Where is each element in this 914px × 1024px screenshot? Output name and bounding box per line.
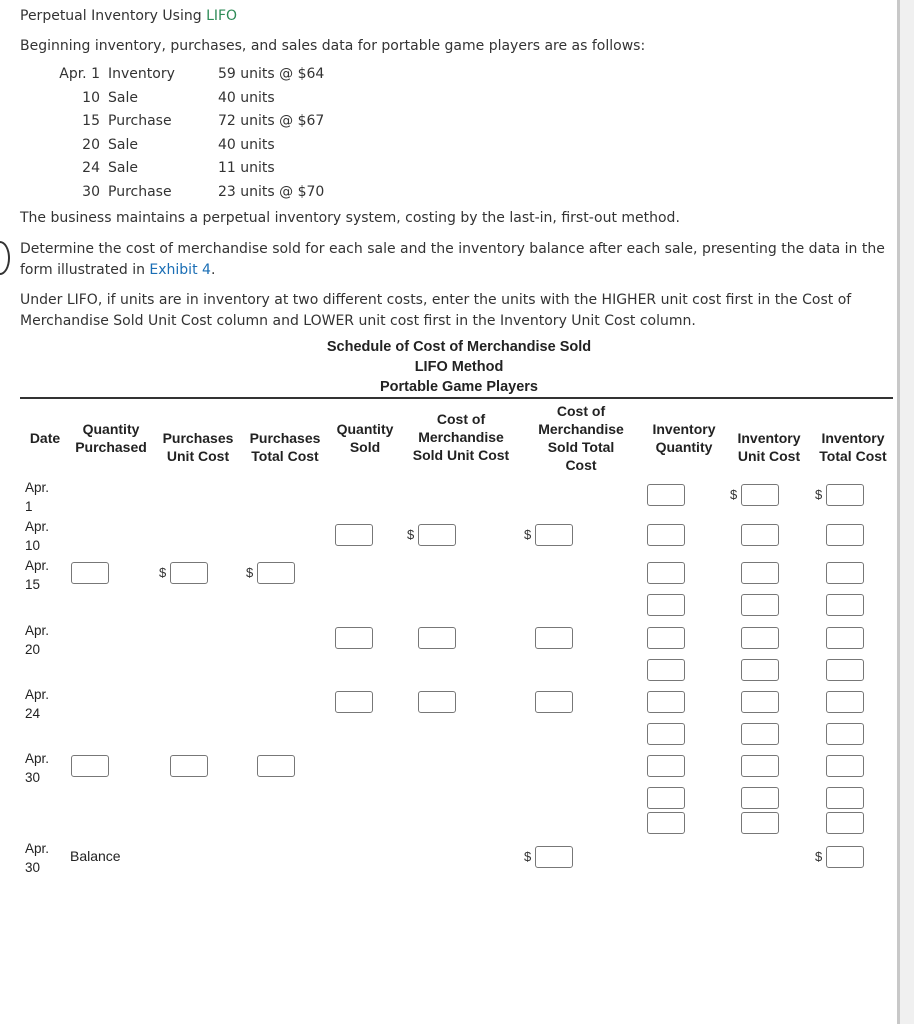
date-day: 20 xyxy=(25,642,41,657)
question-marker xyxy=(0,241,10,275)
date-label xyxy=(25,685,49,723)
header-rule xyxy=(20,397,893,399)
header-line: Purchases xyxy=(249,430,321,446)
cms-unit-cost-input[interactable] xyxy=(418,524,456,546)
header-line: Quantity xyxy=(82,421,140,437)
instruction-body: Determine the cost of merchandise sold for each sale and the inventory balance after each sale, presenting the data in the form illustrated in xyxy=(20,241,885,278)
transaction-detail: 11 units xyxy=(218,160,275,177)
purch-total-cost-input[interactable] xyxy=(257,562,295,584)
transaction-date: 20 xyxy=(82,136,100,153)
transaction-row xyxy=(38,157,348,181)
inv-quantity-input[interactable] xyxy=(647,594,685,616)
date-month: Apr. xyxy=(25,841,50,856)
inv-unit-cost-input[interactable] xyxy=(741,812,779,834)
header-inv-total-cost xyxy=(783,429,914,465)
problem-title xyxy=(20,8,237,24)
inv-unit-cost-input[interactable] xyxy=(741,484,779,506)
title-prefix: Perpetual Inventory Using xyxy=(20,8,207,24)
header-cms-unit-cost xyxy=(391,410,531,464)
header-line: Cost of xyxy=(556,403,606,419)
intro-text: Beginning inventory, purchases, and sales data for portable game players are as follows: xyxy=(20,38,646,54)
schedule-title: Schedule of Cost of Merchandise Sold xyxy=(326,339,592,355)
transaction-date: Apr. 1 xyxy=(59,66,100,82)
inv-total-cost-input[interactable] xyxy=(826,755,864,777)
inv-quantity-input[interactable] xyxy=(647,524,685,546)
qty-purchased-input[interactable] xyxy=(71,755,109,777)
inv-quantity-input[interactable] xyxy=(647,691,685,713)
header-line: Inventory xyxy=(821,430,885,446)
date-day: 1 xyxy=(25,499,33,514)
balance-label: Balance xyxy=(70,848,121,864)
balance-cms-total-input[interactable] xyxy=(535,846,573,868)
qty-sold-input[interactable] xyxy=(335,627,373,649)
date-month: Apr. xyxy=(25,480,50,495)
inv-total-cost-input[interactable] xyxy=(826,787,864,809)
instruction-end: . xyxy=(210,262,216,278)
inv-unit-cost-input[interactable] xyxy=(741,787,779,809)
inv-total-cost-input[interactable] xyxy=(826,627,864,649)
transaction-date: 10 xyxy=(82,89,100,106)
inv-quantity-input[interactable] xyxy=(647,723,685,745)
transactions-table xyxy=(38,63,348,205)
transaction-detail: 59 units @ $64 xyxy=(218,66,325,82)
transaction-row xyxy=(38,87,348,111)
date-month: Apr. xyxy=(25,623,50,638)
transaction-type: Sale xyxy=(108,160,138,177)
inv-quantity-input[interactable] xyxy=(647,659,685,681)
date-label xyxy=(25,556,49,594)
transaction-date: 15 xyxy=(82,113,100,130)
transaction-row xyxy=(38,110,348,134)
date-month: Apr. xyxy=(25,687,50,702)
date-label xyxy=(25,839,49,877)
system-text: The business maintains a perpetual inventory system, costing by the last-in, first-out method. xyxy=(20,210,680,226)
purch-unit-cost-input[interactable] xyxy=(170,562,208,584)
inv-total-cost-input[interactable] xyxy=(826,812,864,834)
inv-quantity-input[interactable] xyxy=(647,562,685,584)
date-day: 30 xyxy=(25,770,41,785)
header-line: Quantity xyxy=(336,421,394,437)
inv-total-cost-input[interactable] xyxy=(826,691,864,713)
transaction-date: 24 xyxy=(82,160,100,177)
qty-sold-input[interactable] xyxy=(335,524,373,546)
date-month: Apr. xyxy=(25,751,50,766)
inv-quantity-input[interactable] xyxy=(647,812,685,834)
header-line: Cost of xyxy=(436,411,486,427)
lifo-note: Under LIFO, if units are in inventory at two different costs, enter the units with the HIGHER unit cost first in the Cost of Merchandise Sold Unit Cost column and LOWER unit cost first in the Inventory Unit Cost column. xyxy=(20,292,852,329)
transaction-type: Purchase xyxy=(108,183,172,200)
inv-unit-cost-input[interactable] xyxy=(741,594,779,616)
transaction-type: Inventory xyxy=(108,66,175,82)
instruction-text xyxy=(20,239,890,281)
exhibit-4-link[interactable]: Exhibit 4 xyxy=(149,262,211,278)
qty-sold-input[interactable] xyxy=(335,691,373,713)
dollar-sign: $ xyxy=(159,565,167,580)
dollar-sign: $ xyxy=(815,487,823,502)
schedule-product: Portable Game Players xyxy=(380,379,538,395)
date-day: 30 xyxy=(25,860,41,875)
balance-inv-total-input[interactable] xyxy=(826,846,864,868)
qty-purchased-input[interactable] xyxy=(71,562,109,584)
transaction-detail: 40 units xyxy=(218,136,275,153)
header-line: Cost xyxy=(565,457,597,473)
inv-quantity-input[interactable] xyxy=(647,484,685,506)
transaction-type: Sale xyxy=(108,89,138,106)
inv-unit-cost-input[interactable] xyxy=(741,659,779,681)
cms-unit-cost-input[interactable] xyxy=(418,627,456,649)
inv-total-cost-input[interactable] xyxy=(826,524,864,546)
cms-total-cost-input[interactable] xyxy=(535,627,573,649)
transaction-detail: 23 units @ $70 xyxy=(218,183,325,200)
inv-unit-cost-input[interactable] xyxy=(741,755,779,777)
header-date: Date xyxy=(29,430,61,446)
header-line: Unit Cost xyxy=(166,448,230,464)
cms-total-cost-input[interactable] xyxy=(535,691,573,713)
header-line: Purchases xyxy=(162,430,234,446)
header-line: Sold Unit Cost xyxy=(412,447,510,463)
inv-total-cost-input[interactable] xyxy=(826,723,864,745)
cms-total-cost-input[interactable] xyxy=(535,524,573,546)
date-day: 24 xyxy=(25,706,41,721)
inv-unit-cost-input[interactable] xyxy=(741,723,779,745)
transaction-row xyxy=(38,181,348,205)
cms-unit-cost-input[interactable] xyxy=(418,691,456,713)
inv-unit-cost-input[interactable] xyxy=(741,524,779,546)
lifo-link[interactable]: LIFO xyxy=(206,8,238,24)
header-line: Total Cost xyxy=(819,448,887,464)
inv-total-cost-input[interactable] xyxy=(826,659,864,681)
inv-unit-cost-input[interactable] xyxy=(741,691,779,713)
inv-total-cost-input[interactable] xyxy=(826,484,864,506)
header-line: Sold Total xyxy=(547,439,615,455)
header-line: Total Cost xyxy=(251,448,319,464)
transaction-date: 30 xyxy=(82,183,100,200)
purch-unit-cost-input[interactable] xyxy=(170,755,208,777)
transaction-row xyxy=(38,134,348,158)
date-day: 15 xyxy=(25,577,41,592)
header-line: Quantity xyxy=(655,439,713,455)
transaction-row xyxy=(38,63,348,87)
scrollbar[interactable] xyxy=(897,0,914,1024)
date-label xyxy=(25,478,49,516)
inv-total-cost-input[interactable] xyxy=(826,562,864,584)
dollar-sign: $ xyxy=(730,487,738,502)
dollar-sign: $ xyxy=(407,527,415,542)
header-line: Inventory xyxy=(737,430,801,446)
inv-total-cost-input[interactable] xyxy=(826,594,864,616)
header-line: Unit Cost xyxy=(737,448,801,464)
inv-quantity-input[interactable] xyxy=(647,627,685,649)
date-day: 10 xyxy=(25,538,41,553)
date-month: Apr. xyxy=(25,558,50,573)
header-line: Merchandise xyxy=(538,421,624,437)
inv-unit-cost-input[interactable] xyxy=(741,627,779,649)
schedule-method: LIFO Method xyxy=(414,359,504,375)
inv-quantity-input[interactable] xyxy=(647,787,685,809)
transaction-detail: 72 units @ $67 xyxy=(218,113,325,130)
purch-total-cost-input[interactable] xyxy=(257,755,295,777)
date-label xyxy=(25,517,49,555)
header-line: Sold xyxy=(349,439,381,455)
inv-unit-cost-input[interactable] xyxy=(741,562,779,584)
dollar-sign: $ xyxy=(524,527,532,542)
header-line: Purchased xyxy=(75,439,147,455)
date-month: Apr. xyxy=(25,519,50,534)
transaction-type: Sale xyxy=(108,136,138,153)
dollar-sign: $ xyxy=(524,849,532,864)
date-label xyxy=(25,621,49,659)
dollar-sign: $ xyxy=(246,565,254,580)
header-line: Inventory xyxy=(652,421,716,437)
date-label xyxy=(25,749,49,787)
header-line: Merchandise xyxy=(418,429,504,445)
transaction-detail: 40 units xyxy=(218,89,275,106)
inv-quantity-input[interactable] xyxy=(647,755,685,777)
transaction-type: Purchase xyxy=(108,113,172,130)
dollar-sign: $ xyxy=(815,849,823,864)
